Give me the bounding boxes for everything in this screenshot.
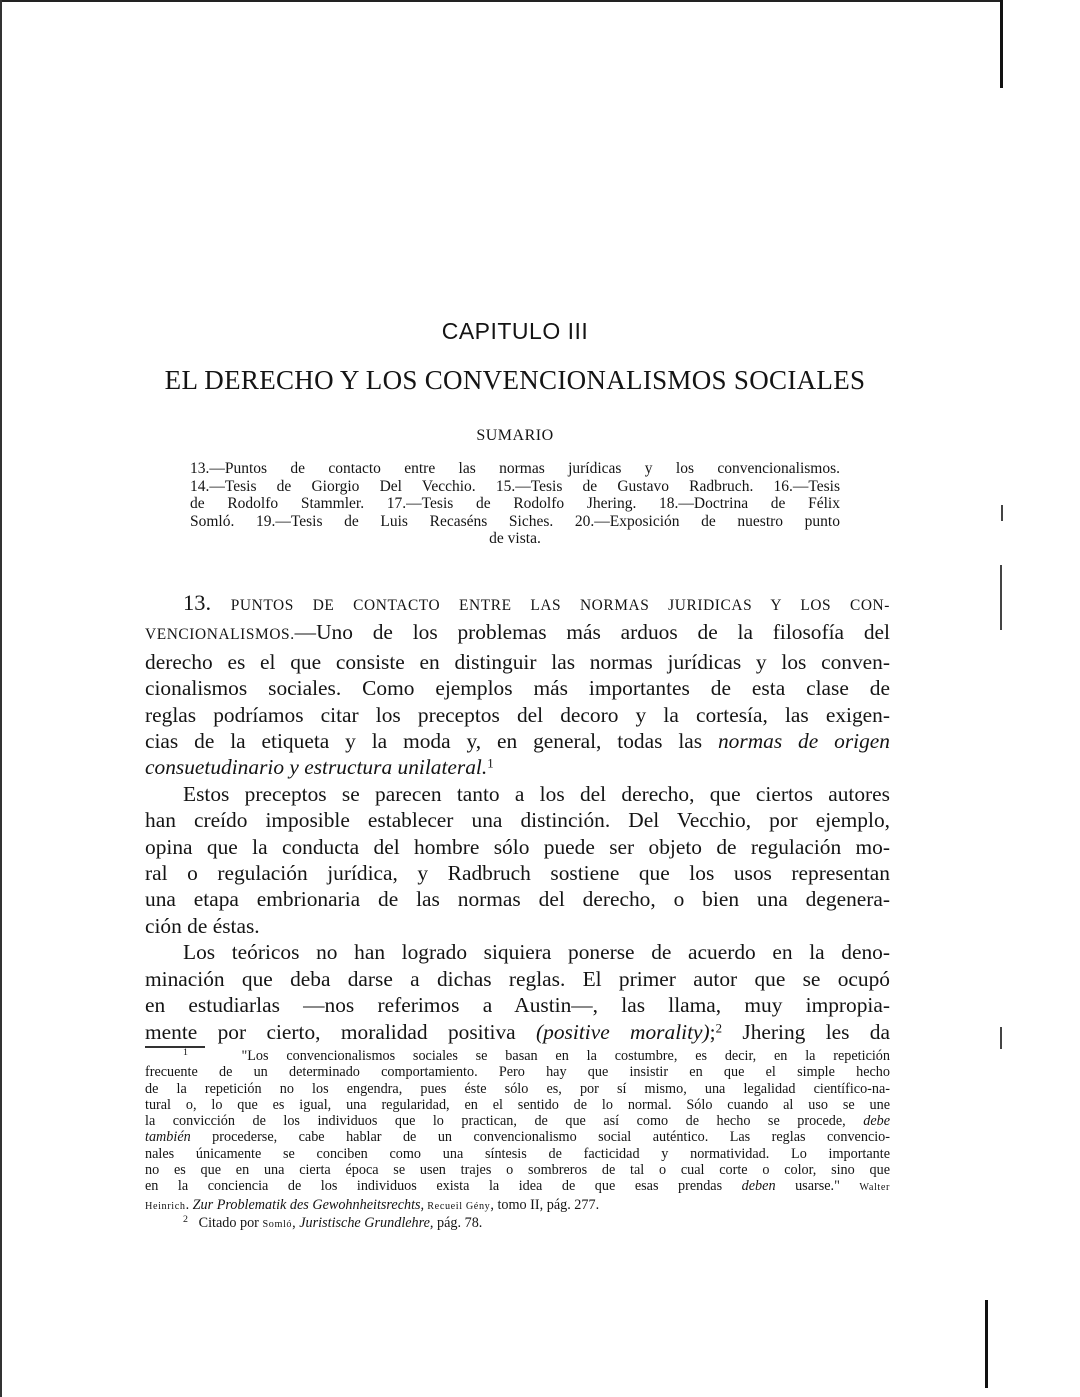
paragraph-line: Los teóricos no han logrado siquiera ponerse de acuerdo en la deno-: [183, 940, 890, 965]
chapter-title: EL DERECHO Y LOS CONVENCIONALISMOS SOCIALES: [164, 365, 866, 395]
section-number: 13.: [183, 590, 212, 615]
section-heading: PUNTOS DE CONTACTO ENTRE LAS NORMAS JURIDICAS Y LOS CON-: [230, 597, 890, 614]
paragraph-line: Estos preceptos se parecen tanto a los del derecho, que ciertos autores: [183, 781, 890, 806]
footnote-line: tural o, lo que es igual, una regularidad, en el sentido de lo normal. Sólo cuando al uso se une: [145, 1096, 890, 1113]
footnote-line: frecuente de un determinado comportamiento. Pero hay que insistir en que el simple hecho: [145, 1064, 890, 1081]
footnotes: [145, 1048, 890, 1233]
paragraph-line: ral o regulación jurídica, y Radbruch sostiene que los usos representan: [145, 861, 890, 886]
paragraph-line: opina que la conducta del hombre sólo puede ser objeto de regulación mo-: [145, 834, 890, 859]
paragraph-line: una etapa embrionaria de las normas del derecho, o bien una degenera-: [145, 887, 890, 912]
paragraph-line: reglas podríamos citar los preceptos del decoro y la cortesía, las exigen-: [145, 702, 890, 727]
paragraph-line: en estudiarlas —nos referimos a Austin—, las llama, muy impropia-: [145, 993, 890, 1018]
footnote-ref[interactable]: 2: [715, 1021, 723, 1036]
summary-line: Somló. 19.—Tesis de Luis Recaséns Siches. 20.—Exposición de nuestro punto: [190, 512, 840, 530]
margin-mark: [1000, 1027, 1002, 1049]
footnote-marker: 2: [183, 1214, 188, 1225]
footnote-line: en la conciencia de los individuos exista la idea de que esas prendas deben usarse." Walter: [145, 1178, 890, 1195]
footnote-line: no es que en una cierta época se usen trajes o sombreros de tal o cual corte o color, sino que: [145, 1162, 890, 1179]
paragraph-line: derecho es el que consiste en distinguir las normas jurídicas y los conven-: [145, 649, 890, 674]
section-heading-line: [145, 590, 890, 619]
section-heading: VENCIONALISMOS.: [145, 626, 295, 644]
paragraph-line: han creído imposible establecer una distinción. Del Vecchio, por ejemplo,: [145, 808, 890, 833]
summary-line: 13.—Puntos de contacto entre las normas jurídicas y los convencionalismos.: [190, 460, 840, 477]
footnote-line: $^2$ Citado por Somló, Juristische Grundlehre, pág. 78.: [183, 1214, 483, 1231]
footnote-marker: 1: [183, 1047, 188, 1059]
paragraph-line: consuetudinario y estructura unilateral.$^1$: [145, 755, 494, 780]
chapter-summary: [190, 460, 840, 548]
margin-mark: [1001, 505, 1003, 521]
footnote-line: nales únicamente se conciben como una síntesis de facticidad y normatividad. Lo importante: [145, 1145, 890, 1162]
margin-mark: [1000, 565, 1002, 630]
scan-border-right-top: [1000, 0, 1003, 88]
summary-heading: SUMARIO: [476, 427, 554, 444]
footnote-line: de la repetición no los engendra, pues éste sólo es, por sí mismo, una legalidad científico-na-: [145, 1080, 890, 1097]
scan-border-right-bottom: [985, 1300, 988, 1388]
scan-border-left: [0, 0, 2, 1397]
chapter-label: CAPITULO III: [441, 318, 589, 344]
paragraph-line: VENCIONALISMOS.—Uno de los problemas más arduos de la filosofía del: [145, 620, 890, 645]
footnote-line: $^1$ "Los convencionalismos sociales se basan en la costumbre, es decir, en la repetición: [183, 1047, 890, 1064]
footnote-ref[interactable]: 1: [487, 757, 494, 772]
footnote-line: también procederse, cabe hablar de un convencionalismo social auténtico. Las reglas convencio-: [145, 1129, 890, 1146]
summary-line: de vista.: [489, 530, 541, 548]
paragraph-line: minación que deba darse a dichas reglas. El primer autor que se ocupó: [145, 966, 890, 991]
summary-line: de Rodolfo Stammler. 17.—Tesis de Rodolfo Jhering. 18.—Doctrina de Félix: [190, 495, 840, 513]
footnote-line: Heinrich. Zur Problematik des Gewohnheitsrechts, Recueil Gény, tomo II, pág. 277.: [145, 1196, 600, 1213]
paragraph-line: cias de la etiqueta y la moda y, en general, todas las normas de origen: [145, 729, 890, 754]
paragraph-line: ción de éstas.: [145, 913, 260, 938]
section-body: [145, 590, 890, 1045]
summary-line: 14.—Tesis de Giorgio Del Vecchio. 15.—Tesis de Gustavo Radbruch. 16.—Tesis: [190, 477, 840, 495]
paragraph-line: cionalismos sociales. Como ejemplos más importantes de esta clase de: [145, 676, 890, 701]
scan-border-top: [0, 0, 1000, 2]
footnote-line: la convicción de los individuos que lo practican, de que así como de hecho se procede, debe: [145, 1113, 891, 1130]
paragraph-line: mente por cierto, moralidad positiva (positive morality);$^2$ Jhering les da: [145, 1019, 891, 1044]
